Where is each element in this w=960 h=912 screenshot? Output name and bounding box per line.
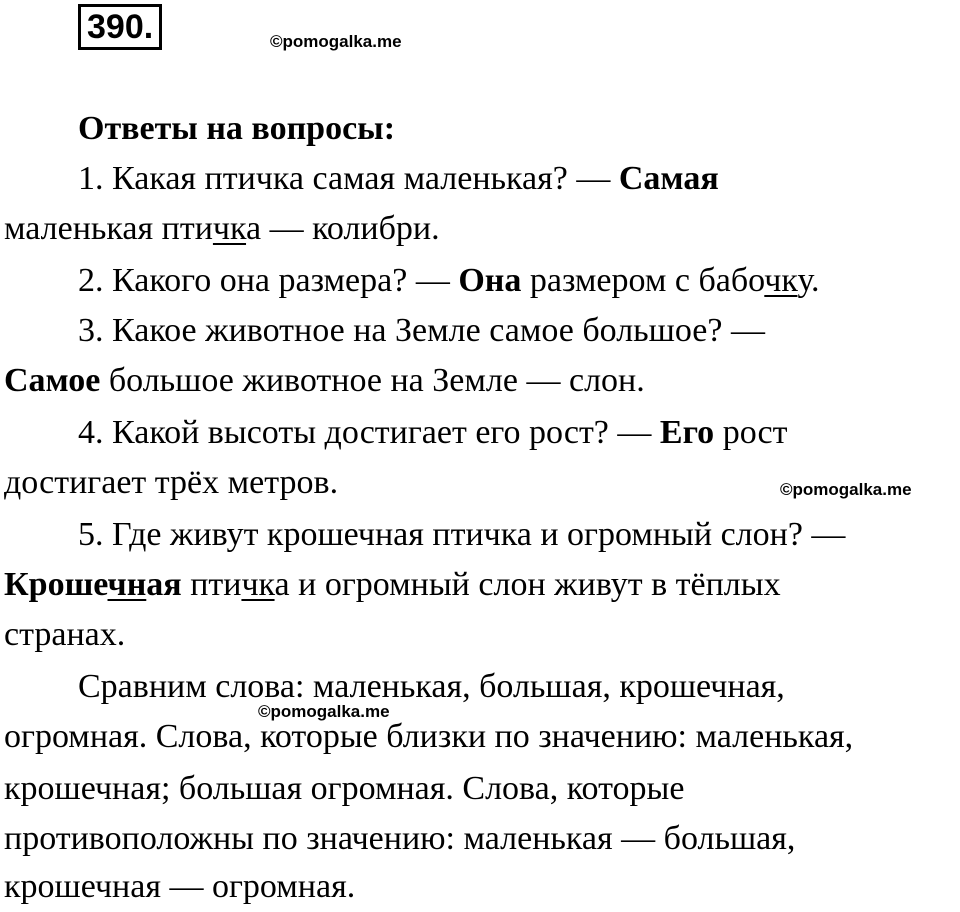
comparison-line-4: противоположны по значению: маленькая — большая,	[4, 820, 796, 857]
answer-3-bold: Самое	[4, 362, 101, 399]
answer-4-line2-text: достигает трёх метров.	[4, 464, 339, 501]
answer-4-question: 4. Какой высоты достигает его рост? —	[78, 414, 652, 451]
answer-5-mid: пти	[190, 566, 242, 603]
answer-5-post: а и огромный слон живут в тёплых	[274, 566, 781, 603]
answer-1-pre: маленькая пти	[4, 210, 213, 247]
answer-2-question: 2. Какого она размера? —	[78, 262, 450, 299]
answer-3-line-1	[78, 306, 765, 356]
watermark-top: ©pomogalka.me	[270, 32, 402, 51]
answer-5-line-2	[4, 560, 781, 610]
answer-1-line-1	[78, 154, 719, 204]
answer-3-line-2	[4, 356, 645, 406]
answer-2-bold: Она	[458, 262, 522, 299]
answer-5-line-1	[78, 510, 845, 560]
answer-5-line3-text: странах.	[4, 616, 126, 653]
answer-4-rest: рост	[722, 414, 788, 451]
answer-2-underlined: чк	[764, 262, 798, 299]
watermark-middle: ©pomogalka.me	[780, 480, 912, 499]
answer-3-question: 3. Какое животное на Земле самое большое? —	[78, 312, 765, 349]
answer-2-post: у.	[797, 262, 820, 299]
answer-5-bold-underlined: чн	[107, 566, 147, 603]
answer-1-post: а — колибри.	[246, 210, 440, 247]
comparison-line-3: крошечная; большая огромная. Слова, которые	[4, 770, 685, 807]
answer-2-line-1	[78, 256, 820, 306]
answer-1-line-2	[4, 204, 440, 254]
answer-1-question: 1. Какая птичка самая маленькая? —	[78, 160, 611, 197]
comparison-line-1: Сравним слова: маленькая, большая, крошечная,	[78, 668, 785, 705]
answer-1-underlined: чк	[212, 210, 247, 247]
heading-text: Ответы на вопросы:	[78, 110, 396, 147]
answers-heading	[78, 104, 395, 154]
comparison-line-2: огромная. Слова, которые близки по значению: маленькая,	[4, 718, 854, 755]
answer-4-line-2	[4, 458, 338, 508]
answer-5-underlined: чк	[241, 566, 275, 603]
answer-1-bold: Самая	[618, 160, 719, 197]
comparison-line-5: крошечная — огромная.	[4, 868, 356, 905]
answer-5-question: 5. Где живут крошечная птичка и огромный слон? —	[78, 516, 846, 553]
answer-5-line-3	[4, 610, 125, 660]
answer-5-bold-post: ая	[146, 566, 182, 603]
answer-3-rest: большое животное на Земле — слон.	[108, 362, 645, 399]
answer-2-mid: размером с бабо	[529, 262, 765, 299]
watermark-bottom: ©pomogalka.me	[258, 702, 390, 721]
answer-4-bold: Его	[659, 414, 715, 451]
answer-5-bold-pre: Кроше	[4, 566, 108, 603]
exercise-number: 390.	[78, 4, 162, 50]
answer-4-line-1	[78, 408, 787, 458]
